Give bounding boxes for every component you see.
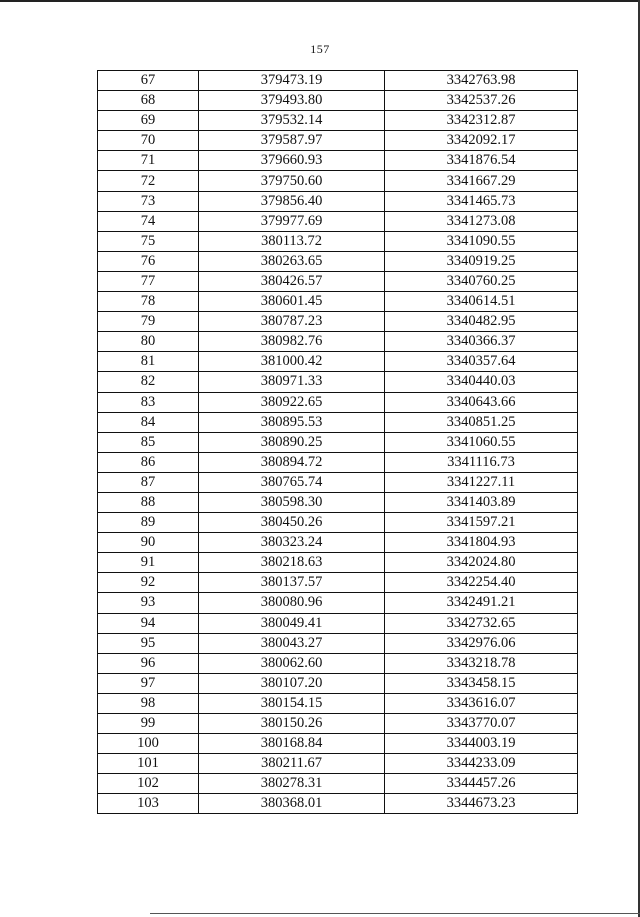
point-index-cell: 100 bbox=[98, 734, 199, 754]
table-row bbox=[98, 653, 578, 673]
table-row bbox=[98, 392, 578, 412]
x-coordinate-cell: 380218.63 bbox=[199, 553, 385, 573]
y-coordinate-cell: 3341090.55 bbox=[385, 231, 578, 251]
page-top-edge bbox=[0, 0, 640, 2]
point-index-cell: 73 bbox=[98, 191, 199, 211]
point-index-cell: 70 bbox=[98, 131, 199, 151]
x-coordinate-cell: 379493.80 bbox=[199, 91, 385, 111]
point-index-cell: 87 bbox=[98, 472, 199, 492]
point-index-cell: 68 bbox=[98, 91, 199, 111]
y-coordinate-cell: 3343770.07 bbox=[385, 714, 578, 734]
point-index-cell: 83 bbox=[98, 392, 199, 412]
table-row bbox=[98, 673, 578, 693]
point-index-cell: 103 bbox=[98, 794, 199, 814]
x-coordinate-cell: 380971.33 bbox=[199, 372, 385, 392]
x-coordinate-cell: 380895.53 bbox=[199, 412, 385, 432]
table-row bbox=[98, 412, 578, 432]
point-index-cell: 96 bbox=[98, 653, 199, 673]
point-index-cell: 77 bbox=[98, 271, 199, 291]
y-coordinate-cell: 3340851.25 bbox=[385, 412, 578, 432]
table-row bbox=[98, 211, 578, 231]
table-row bbox=[98, 794, 578, 814]
y-coordinate-cell: 3343616.07 bbox=[385, 693, 578, 713]
x-coordinate-cell: 379977.69 bbox=[199, 211, 385, 231]
y-coordinate-cell: 3344233.09 bbox=[385, 754, 578, 774]
point-index-cell: 88 bbox=[98, 492, 199, 512]
x-coordinate-cell: 380263.65 bbox=[199, 251, 385, 271]
x-coordinate-cell: 380080.96 bbox=[199, 593, 385, 613]
point-index-cell: 76 bbox=[98, 251, 199, 271]
point-index-cell: 78 bbox=[98, 292, 199, 312]
table-row bbox=[98, 593, 578, 613]
x-coordinate-cell: 380168.84 bbox=[199, 734, 385, 754]
y-coordinate-cell: 3341403.89 bbox=[385, 492, 578, 512]
point-index-cell: 94 bbox=[98, 613, 199, 633]
y-coordinate-cell: 3340357.64 bbox=[385, 352, 578, 372]
x-coordinate-cell: 380043.27 bbox=[199, 633, 385, 653]
table-row bbox=[98, 734, 578, 754]
point-index-cell: 85 bbox=[98, 432, 199, 452]
y-coordinate-cell: 3340614.51 bbox=[385, 292, 578, 312]
table-row bbox=[98, 714, 578, 734]
x-coordinate-cell: 381000.42 bbox=[199, 352, 385, 372]
y-coordinate-cell: 3341667.29 bbox=[385, 171, 578, 191]
x-coordinate-cell: 380601.45 bbox=[199, 292, 385, 312]
y-coordinate-cell: 3340440.03 bbox=[385, 372, 578, 392]
x-coordinate-cell: 380323.24 bbox=[199, 533, 385, 553]
y-coordinate-cell: 3342254.40 bbox=[385, 573, 578, 593]
point-index-cell: 91 bbox=[98, 553, 199, 573]
point-index-cell: 84 bbox=[98, 412, 199, 432]
point-index-cell: 89 bbox=[98, 513, 199, 533]
point-index-cell: 92 bbox=[98, 573, 199, 593]
y-coordinate-cell: 3341060.55 bbox=[385, 432, 578, 452]
x-coordinate-cell: 380982.76 bbox=[199, 332, 385, 352]
x-coordinate-cell: 380113.72 bbox=[199, 231, 385, 251]
table-row bbox=[98, 613, 578, 633]
x-coordinate-cell: 379660.93 bbox=[199, 151, 385, 171]
x-coordinate-cell: 380107.20 bbox=[199, 673, 385, 693]
y-coordinate-cell: 3342976.06 bbox=[385, 633, 578, 653]
point-index-cell: 69 bbox=[98, 111, 199, 131]
table-row bbox=[98, 472, 578, 492]
x-coordinate-cell: 380598.30 bbox=[199, 492, 385, 512]
point-index-cell: 101 bbox=[98, 754, 199, 774]
point-index-cell: 102 bbox=[98, 774, 199, 794]
coordinate-table-body bbox=[98, 71, 578, 814]
x-coordinate-cell: 380154.15 bbox=[199, 693, 385, 713]
coordinate-table bbox=[97, 70, 578, 814]
page-bottom-edge bbox=[150, 913, 640, 914]
table-row bbox=[98, 533, 578, 553]
point-index-cell: 74 bbox=[98, 211, 199, 231]
table-row bbox=[98, 251, 578, 271]
table-row bbox=[98, 452, 578, 472]
x-coordinate-cell: 380894.72 bbox=[199, 452, 385, 472]
y-coordinate-cell: 3344673.23 bbox=[385, 794, 578, 814]
table-row bbox=[98, 573, 578, 593]
y-coordinate-cell: 3340366.37 bbox=[385, 332, 578, 352]
x-coordinate-cell: 380062.60 bbox=[199, 653, 385, 673]
table-row bbox=[98, 151, 578, 171]
y-coordinate-cell: 3342491.21 bbox=[385, 593, 578, 613]
y-coordinate-cell: 3340760.25 bbox=[385, 271, 578, 291]
table-row bbox=[98, 71, 578, 91]
x-coordinate-cell: 379587.97 bbox=[199, 131, 385, 151]
x-coordinate-cell: 379532.14 bbox=[199, 111, 385, 131]
y-coordinate-cell: 3341116.73 bbox=[385, 452, 578, 472]
point-index-cell: 97 bbox=[98, 673, 199, 693]
x-coordinate-cell: 379750.60 bbox=[199, 171, 385, 191]
y-coordinate-cell: 3342312.87 bbox=[385, 111, 578, 131]
point-index-cell: 81 bbox=[98, 352, 199, 372]
table-row bbox=[98, 271, 578, 291]
table-row bbox=[98, 312, 578, 332]
table-row bbox=[98, 91, 578, 111]
y-coordinate-cell: 3342537.26 bbox=[385, 91, 578, 111]
point-index-cell: 99 bbox=[98, 714, 199, 734]
table-row bbox=[98, 191, 578, 211]
table-row bbox=[98, 774, 578, 794]
table-row bbox=[98, 352, 578, 372]
table-row bbox=[98, 754, 578, 774]
point-index-cell: 67 bbox=[98, 71, 199, 91]
y-coordinate-cell: 3340482.95 bbox=[385, 312, 578, 332]
y-coordinate-cell: 3343458.15 bbox=[385, 673, 578, 693]
y-coordinate-cell: 3342092.17 bbox=[385, 131, 578, 151]
y-coordinate-cell: 3340919.25 bbox=[385, 251, 578, 271]
point-index-cell: 72 bbox=[98, 171, 199, 191]
table-row bbox=[98, 292, 578, 312]
point-index-cell: 98 bbox=[98, 693, 199, 713]
point-index-cell: 95 bbox=[98, 633, 199, 653]
table-row bbox=[98, 171, 578, 191]
x-coordinate-cell: 380426.57 bbox=[199, 271, 385, 291]
x-coordinate-cell: 379473.19 bbox=[199, 71, 385, 91]
table-row bbox=[98, 513, 578, 533]
x-coordinate-cell: 380922.65 bbox=[199, 392, 385, 412]
table-row bbox=[98, 231, 578, 251]
x-coordinate-cell: 380211.67 bbox=[199, 754, 385, 774]
table-row bbox=[98, 553, 578, 573]
table-row bbox=[98, 693, 578, 713]
y-coordinate-cell: 3340643.66 bbox=[385, 392, 578, 412]
x-coordinate-cell: 380150.26 bbox=[199, 714, 385, 734]
y-coordinate-cell: 3341227.11 bbox=[385, 472, 578, 492]
table-row bbox=[98, 633, 578, 653]
table-row bbox=[98, 332, 578, 352]
point-index-cell: 90 bbox=[98, 533, 199, 553]
x-coordinate-cell: 379856.40 bbox=[199, 191, 385, 211]
point-index-cell: 80 bbox=[98, 332, 199, 352]
y-coordinate-cell: 3341804.93 bbox=[385, 533, 578, 553]
y-coordinate-cell: 3341273.08 bbox=[385, 211, 578, 231]
y-coordinate-cell: 3341876.54 bbox=[385, 151, 578, 171]
table-row bbox=[98, 372, 578, 392]
table-row bbox=[98, 131, 578, 151]
point-index-cell: 86 bbox=[98, 452, 199, 472]
table-row bbox=[98, 111, 578, 131]
table-row bbox=[98, 492, 578, 512]
y-coordinate-cell: 3344457.26 bbox=[385, 774, 578, 794]
point-index-cell: 93 bbox=[98, 593, 199, 613]
table-row bbox=[98, 432, 578, 452]
x-coordinate-cell: 380278.31 bbox=[199, 774, 385, 794]
y-coordinate-cell: 3342024.80 bbox=[385, 553, 578, 573]
x-coordinate-cell: 380765.74 bbox=[199, 472, 385, 492]
x-coordinate-cell: 380787.23 bbox=[199, 312, 385, 332]
point-index-cell: 79 bbox=[98, 312, 199, 332]
page-number: 157 bbox=[310, 42, 330, 56]
x-coordinate-cell: 380049.41 bbox=[199, 613, 385, 633]
y-coordinate-cell: 3341465.73 bbox=[385, 191, 578, 211]
point-index-cell: 71 bbox=[98, 151, 199, 171]
x-coordinate-cell: 380890.25 bbox=[199, 432, 385, 452]
y-coordinate-cell: 3344003.19 bbox=[385, 734, 578, 754]
point-index-cell: 82 bbox=[98, 372, 199, 392]
x-coordinate-cell: 380450.26 bbox=[199, 513, 385, 533]
y-coordinate-cell: 3342732.65 bbox=[385, 613, 578, 633]
point-index-cell: 75 bbox=[98, 231, 199, 251]
y-coordinate-cell: 3341597.21 bbox=[385, 513, 578, 533]
y-coordinate-cell: 3342763.98 bbox=[385, 71, 578, 91]
x-coordinate-cell: 380137.57 bbox=[199, 573, 385, 593]
y-coordinate-cell: 3343218.78 bbox=[385, 653, 578, 673]
x-coordinate-cell: 380368.01 bbox=[199, 794, 385, 814]
